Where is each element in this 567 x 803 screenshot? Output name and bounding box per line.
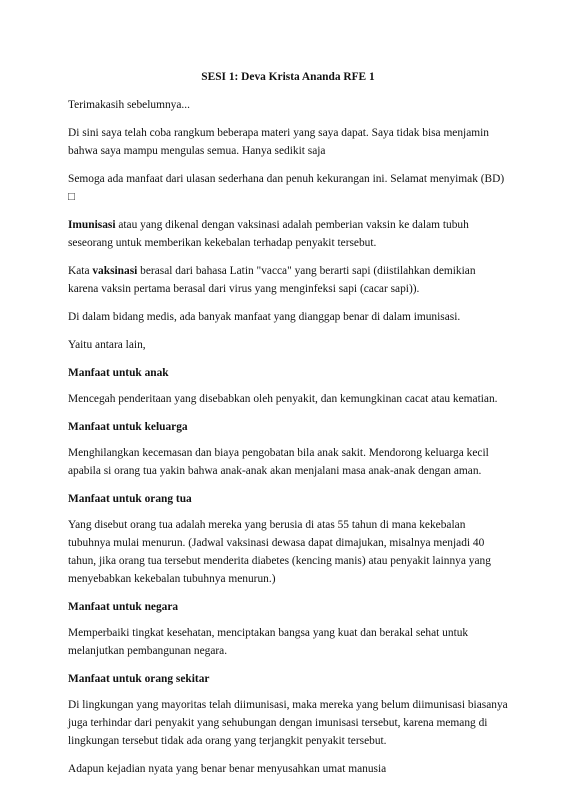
closing-paragraph: Adapun kejadian nyata yang benar benar menyusahkan umat manusia xyxy=(68,763,387,775)
section-body-negara: Memperbaiki tingkat kesehatan, menciptakan bangsa yang kuat dan berakal sehat untuk melanjutkan pembangunan negara. xyxy=(68,627,469,657)
section-heading-negara: Manfaat untuk negara xyxy=(68,601,179,613)
etymology-prefix: Kata xyxy=(68,265,93,277)
intro-thanks: Terimakasih sebelumnya... xyxy=(68,99,190,111)
etymology-paragraph xyxy=(68,262,508,298)
etymology-text: berasal dari bahasa Latin "vacca" yang berarti sapi (diistilahkan demikian karena vaksin pertama berasal dari virus yang menginfeksi sapi (cacar sapi)). xyxy=(68,265,476,295)
definition-term: Imunisasi xyxy=(68,219,116,231)
document-body xyxy=(68,68,508,788)
section-heading-anak: Manfaat untuk anak xyxy=(68,367,169,379)
intro-summary: Di sini saya telah coba rangkum beberapa materi yang saya dapat. Saya tidak bisa menjamin bahwa saya mampu mengulas semua. Hanya sedikit saja xyxy=(68,127,489,157)
section-body-orang-tua: Yang disebut orang tua adalah mereka yang berusia di atas 55 tahun di mana kekebalan tubuhnya mulai menurun. (Jadwal vaksinasi dewasa dapat dimajukan, misalnya menjadi 40 tahun, jika orang tua tersebut menderita diabetes (kencing manis) atau penyakit lainnya yang menyebabkan kekebalan tubuhnya menurun.) xyxy=(68,519,491,585)
definition-text: atau yang dikenal dengan vaksinasi adalah pemberian vaksin ke dalam tubuh seseorang untuk memberikan kekebalan terhadap penyakit tersebut. xyxy=(68,219,469,249)
section-heading-orang-sekitar: Manfaat untuk orang sekitar xyxy=(68,673,210,685)
document-title: SESI 1: Deva Krista Ananda RFE 1 xyxy=(201,71,375,83)
intro-wish: Semoga ada manfaat dari ulasan sederhana dan penuh kekurangan ini. Selamat menyimak (BD) □ xyxy=(68,173,505,203)
section-heading-orang-tua: Manfaat untuk orang tua xyxy=(68,493,192,505)
section-heading-keluarga: Manfaat untuk keluarga xyxy=(68,421,188,433)
definition-paragraph xyxy=(68,216,508,252)
medical-intro: Di dalam bidang medis, ada banyak manfaat yang dianggap benar di dalam imunisasi. xyxy=(68,311,461,323)
list-intro: Yaitu antara lain, xyxy=(68,339,146,351)
section-body-anak: Mencegah penderitaan yang disebabkan oleh penyakit, dan kemungkinan cacat atau kematian. xyxy=(68,393,498,405)
section-body-keluarga: Menghilangkan kecemasan dan biaya pengobatan bila anak sakit. Mendorong keluarga kecil apabila si orang tua yakin bahwa anak-anak akan menjalani masa anak-anak dengan aman. xyxy=(68,447,489,477)
section-body-orang-sekitar: Di lingkungan yang mayoritas telah diimunisasi, maka mereka yang belum diimunisasi biasanya juga terhindar dari penyakit yang sehubungan dengan imunisasi tersebut, karena memang di lingkungan tersebut tidak ada orang yang terjangkit penyakit tersebut. xyxy=(68,699,508,747)
etymology-term: vaksinasi xyxy=(92,265,138,277)
